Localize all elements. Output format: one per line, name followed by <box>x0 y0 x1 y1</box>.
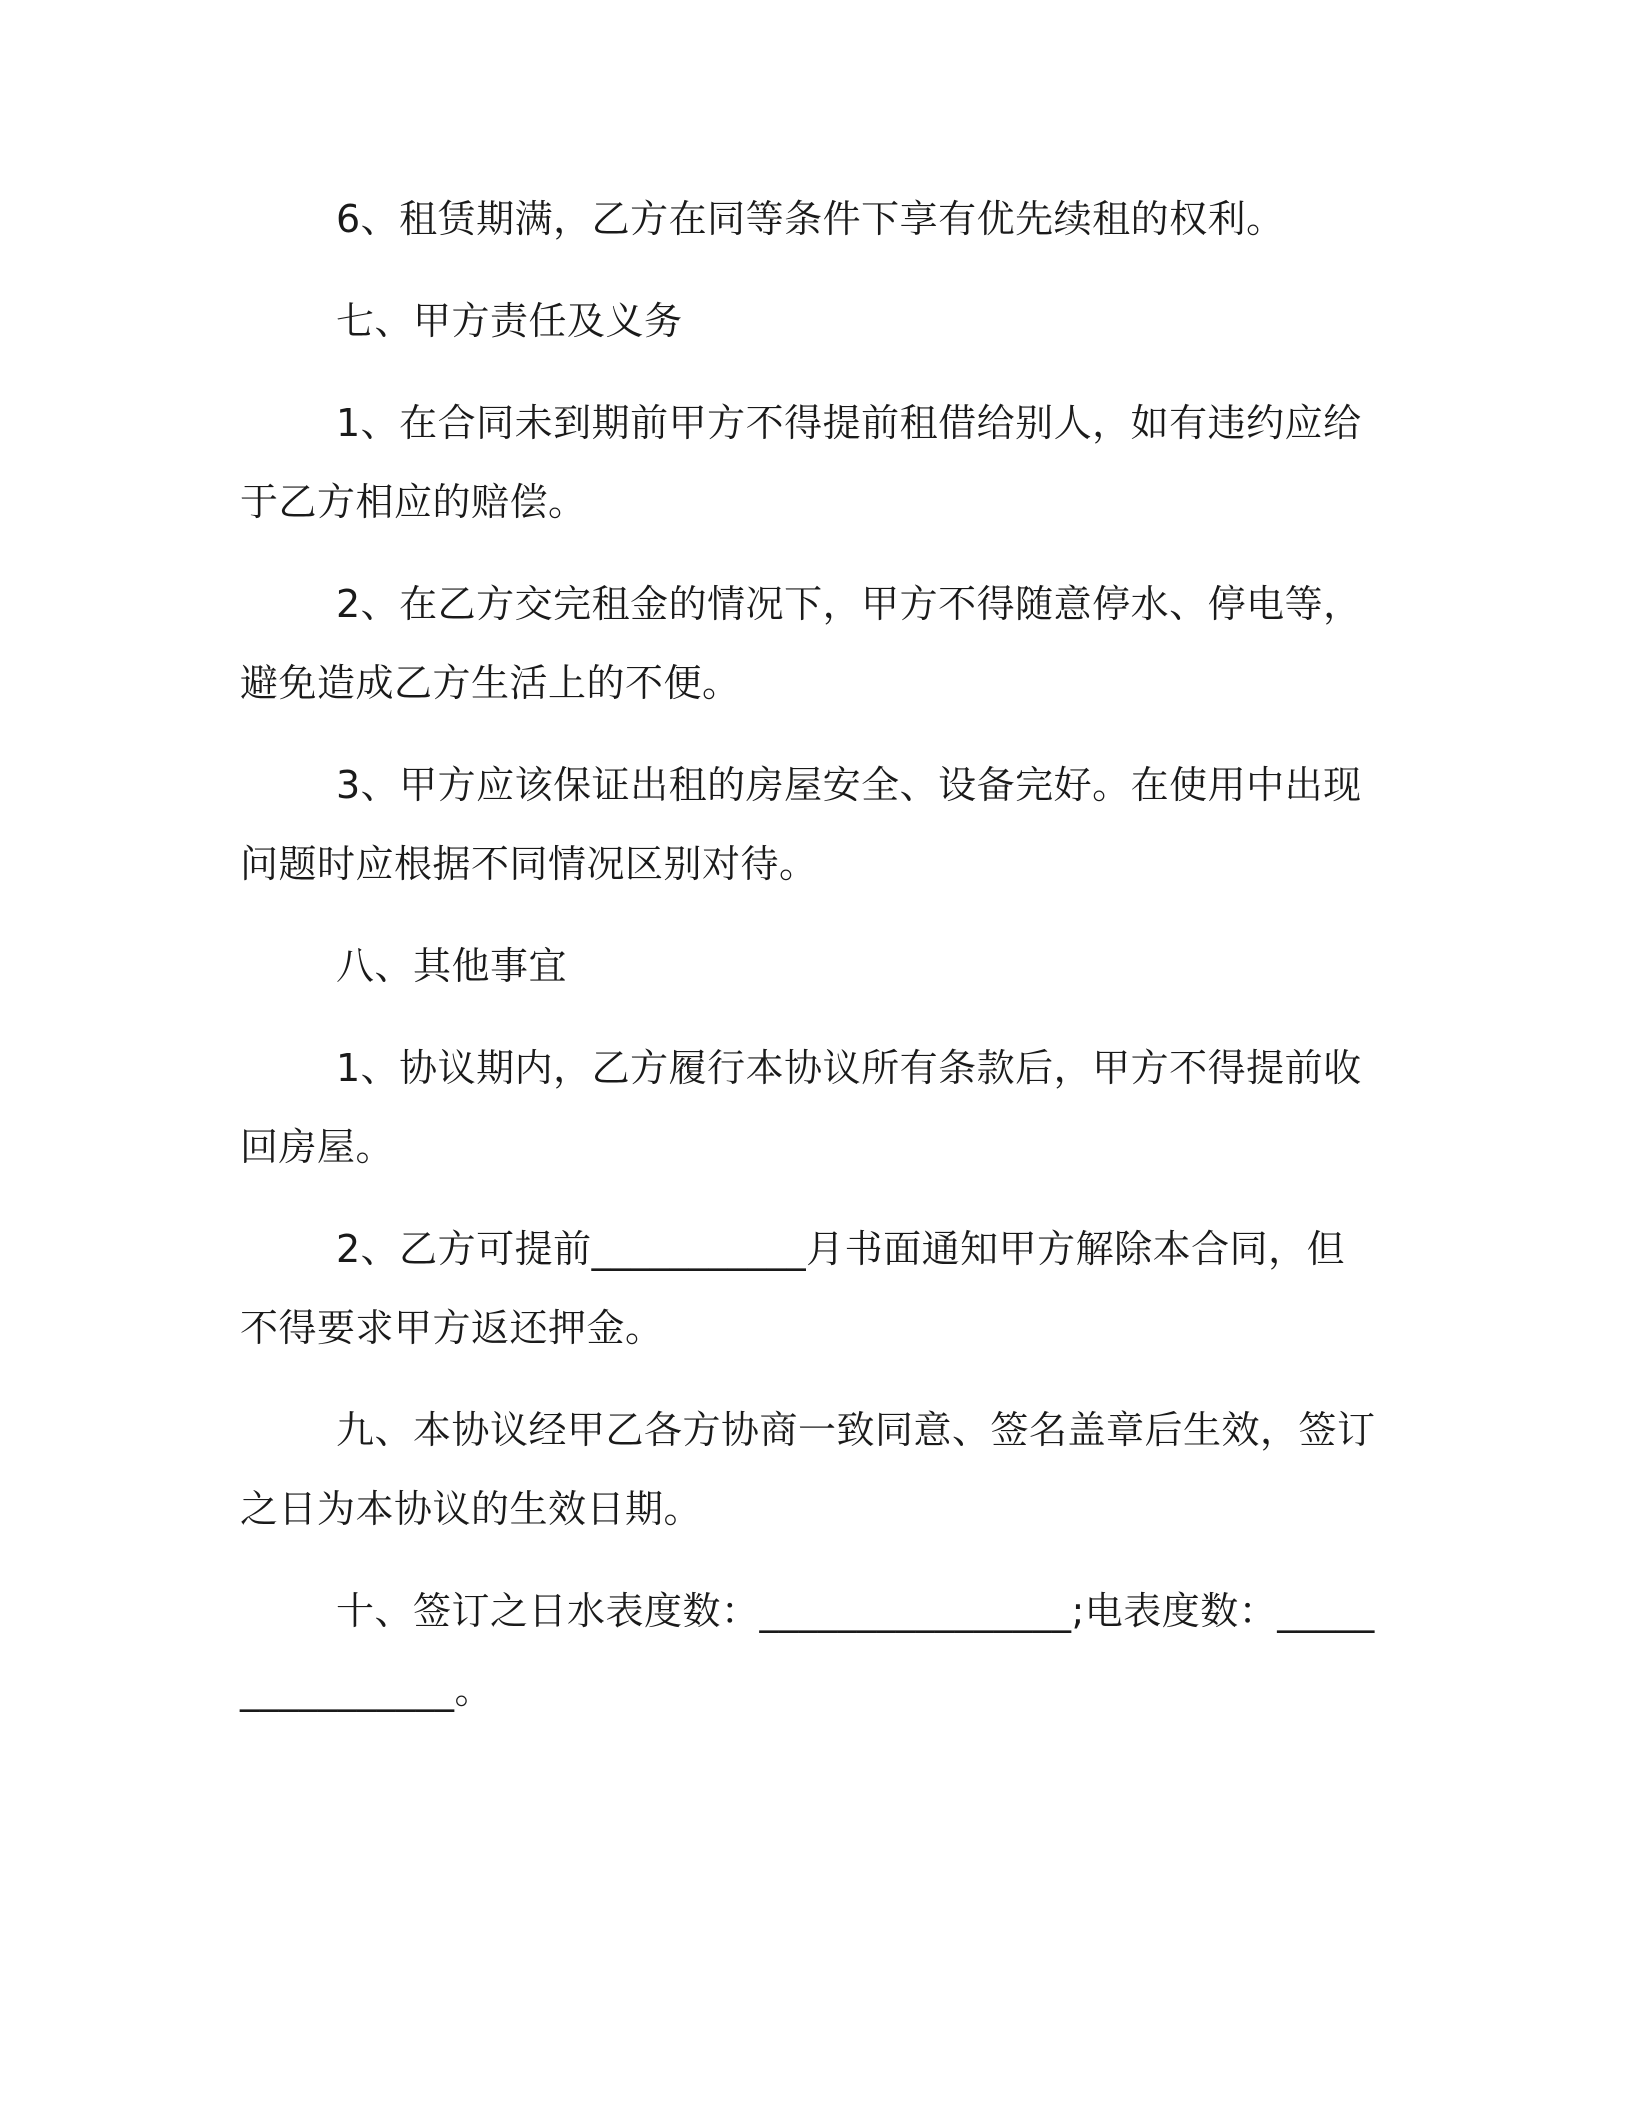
section-9: 九、本协议经甲乙各方协商一致同意、签名盖章后生效，签订之日为本协议的生效日期。 <box>240 1408 1376 1531</box>
clause-6-renewal: 6、租赁期满，乙方在同等条件下享有优先续租的权利。 <box>336 197 1285 241</box>
clause-8-2: 2、乙方可提前___________月书面通知甲方解除本合同，但不得要求甲方返还押金。 <box>240 1227 1346 1350</box>
clause-7-1: 1、在合同未到期前甲方不得提前租借给别人，如有违约应给于乙方相应的赔偿。 <box>240 401 1362 524</box>
document-body <box>240 180 1380 1753</box>
clause-7-3: 3、甲方应该保证出租的房屋安全、设备完好。在使用中出现问题时应根据不同情况区别对待。 <box>240 763 1362 886</box>
section-8-heading: 八、其他事宜 <box>336 944 568 988</box>
section-7-heading: 七、甲方责任及义务 <box>336 299 683 343</box>
clause-7-2: 2、在乙方交完租金的情况下，甲方不得随意停水、停电等，避免造成乙方生活上的不便。 <box>240 582 1362 705</box>
clause-8-1: 1、协议期内，乙方履行本协议所有条款后，甲方不得提前收回房屋。 <box>240 1046 1362 1169</box>
section-10-meter-readings: 十、签订之日水表度数：________________;电表度数：________________。 <box>240 1589 1375 1712</box>
